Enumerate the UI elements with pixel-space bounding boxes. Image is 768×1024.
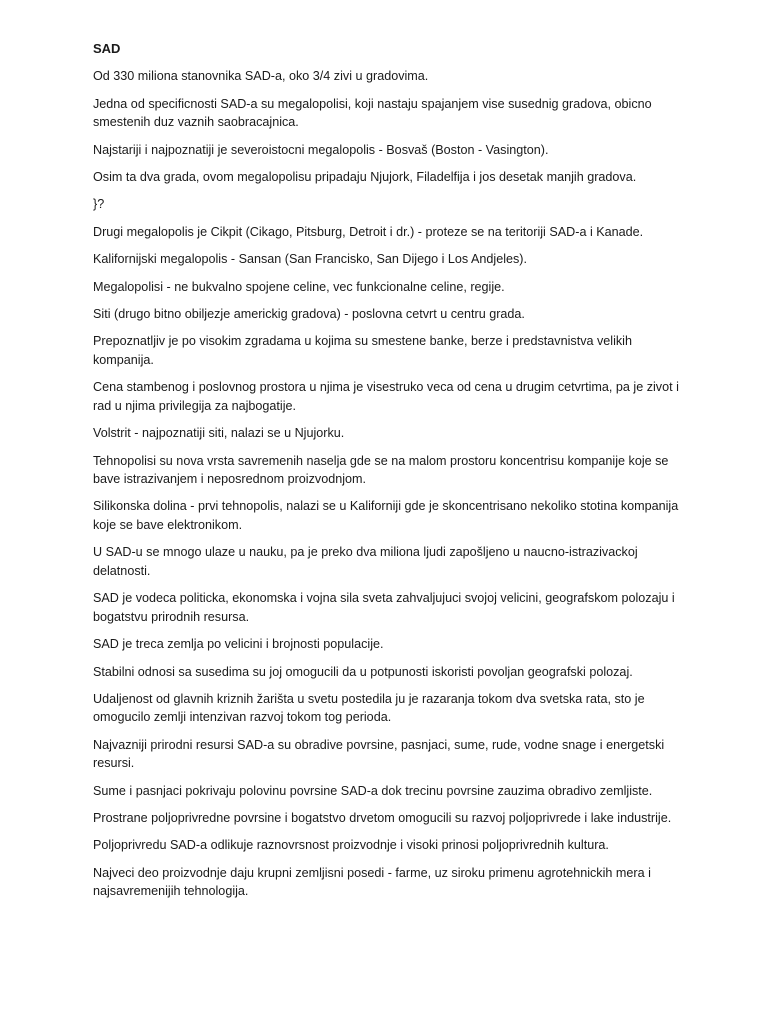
paragraph: Drugi megalopolis je Cikpit (Cikago, Pitsburg, Detroit i dr.) - proteze se na teritoriji SAD-a i Kanade. [93, 224, 644, 239]
paragraph: Najveci deo proizvodnje daju krupni zemljisni posedi - farme, uz siroku primenu agrotehnickih mera i najsavremenijih tehnologija. [93, 865, 651, 899]
paragraph: Najvazniji prirodni resursi SAD-a su obradive povrsine, pasnjaci, sume, rude, vodne snage i energetski resursi. [93, 737, 665, 771]
paragraph: Volstrit - najpoznatiji siti, nalazi se u Njujorku. [93, 426, 345, 441]
paragraph: }? [93, 197, 105, 212]
paragraph: Megalopolisi - ne bukvalno spojene celine, vec funkcionalne celine, regije. [93, 279, 505, 294]
paragraph: Stabilni odnosi sa susedima su joj omogucili da u potpunosti iskoristi povoljan geografski polozaj. [93, 664, 633, 679]
paragraph: SAD je treca zemlja po velicini i brojnosti populacije. [93, 637, 384, 652]
paragraph: Tehnopolisi su nova vrsta savremenih naselja gde se na malom prostoru koncentrisu kompanije koje se bave istrazivanjem i neposrednom proizvodnjom. [93, 453, 669, 487]
paragraph: Najstariji i najpoznatiji je severoistocni megalopolis - Bosvaš (Boston - Vasington). [93, 142, 549, 157]
paragraph: Prepoznatljiv je po visokim zgradama u kojima su smestene banke, berze i predstavnistva velikih kompanija. [93, 334, 632, 367]
paragraph: Silikonska dolina - prvi tehnopolis, nalazi se u Kaliforniji gde je skoncentrisano nekoliko stotina kompanija koje se bave elektronikom. [93, 499, 679, 532]
paragraph: Poljoprivredu SAD-a odlikuje raznovrsnost proizvodnje i visoki prinosi poljoprivrednih kultura. [93, 838, 609, 853]
paragraph: Osim ta dva grada, ovom megalopolisu pripadaju Njujork, Filadelfija i jos desetak manjih gradova. [93, 170, 637, 185]
paragraph: Prostrane poljoprivredne povrsine i bogatstvo drvetom omogucili su razvoj poljoprivrede i lake industrije. [93, 811, 672, 826]
paragraph: Cena stambenog i poslovnog prostora u njima je visestruko veca od cena u drugim cetvrtima, pa je zivot i rad u njima privilegija za najbogatije. [93, 380, 679, 413]
paragraph: Jedna od specificnosti SAD-a su megalopolisi, koji nastaju spajanjem vise susednig gradova, obicno smestenih duz vaznih saobracajnica. [93, 96, 652, 130]
paragraph: Siti (drugo bitno obiljezje americkig gradova) - poslovna cetvrt u centru grada. [93, 307, 525, 322]
paragraph: Kalifornijski megalopolis - Sansan (San Francisko, San Dijego i Los Andjeles). [93, 252, 527, 267]
paragraph: Udaljenost od glavnih kriznih žarišta u svetu postedila ju je razaranja tokom dva svetska rata, sto je omogucilo zemlji intenzivan razvoj tokom tog perioda. [93, 691, 645, 725]
paragraph: U SAD-u se mnogo ulaze u nauku, pa je preko dva miliona ljudi zapošljeno u naucno-istrazivackoj delatnosti. [93, 545, 638, 578]
paragraph: SAD je vodeca politicka, ekonomska i vojna sila sveta zahvaljujuci svojoj velicini, geografskom polozaju i bogatstvu prirodnih resursa. [93, 591, 675, 624]
paragraph: Od 330 miliona stanovnika SAD-a, oko 3/4 zivi u gradovima. [93, 69, 429, 84]
document-body [93, 40, 693, 910]
paragraph: Sume i pasnjaci pokrivaju polovinu povrsine SAD-a dok trecinu povrsine zauzima obradivo zemljiste. [93, 783, 653, 798]
document-title: SAD [93, 41, 121, 56]
